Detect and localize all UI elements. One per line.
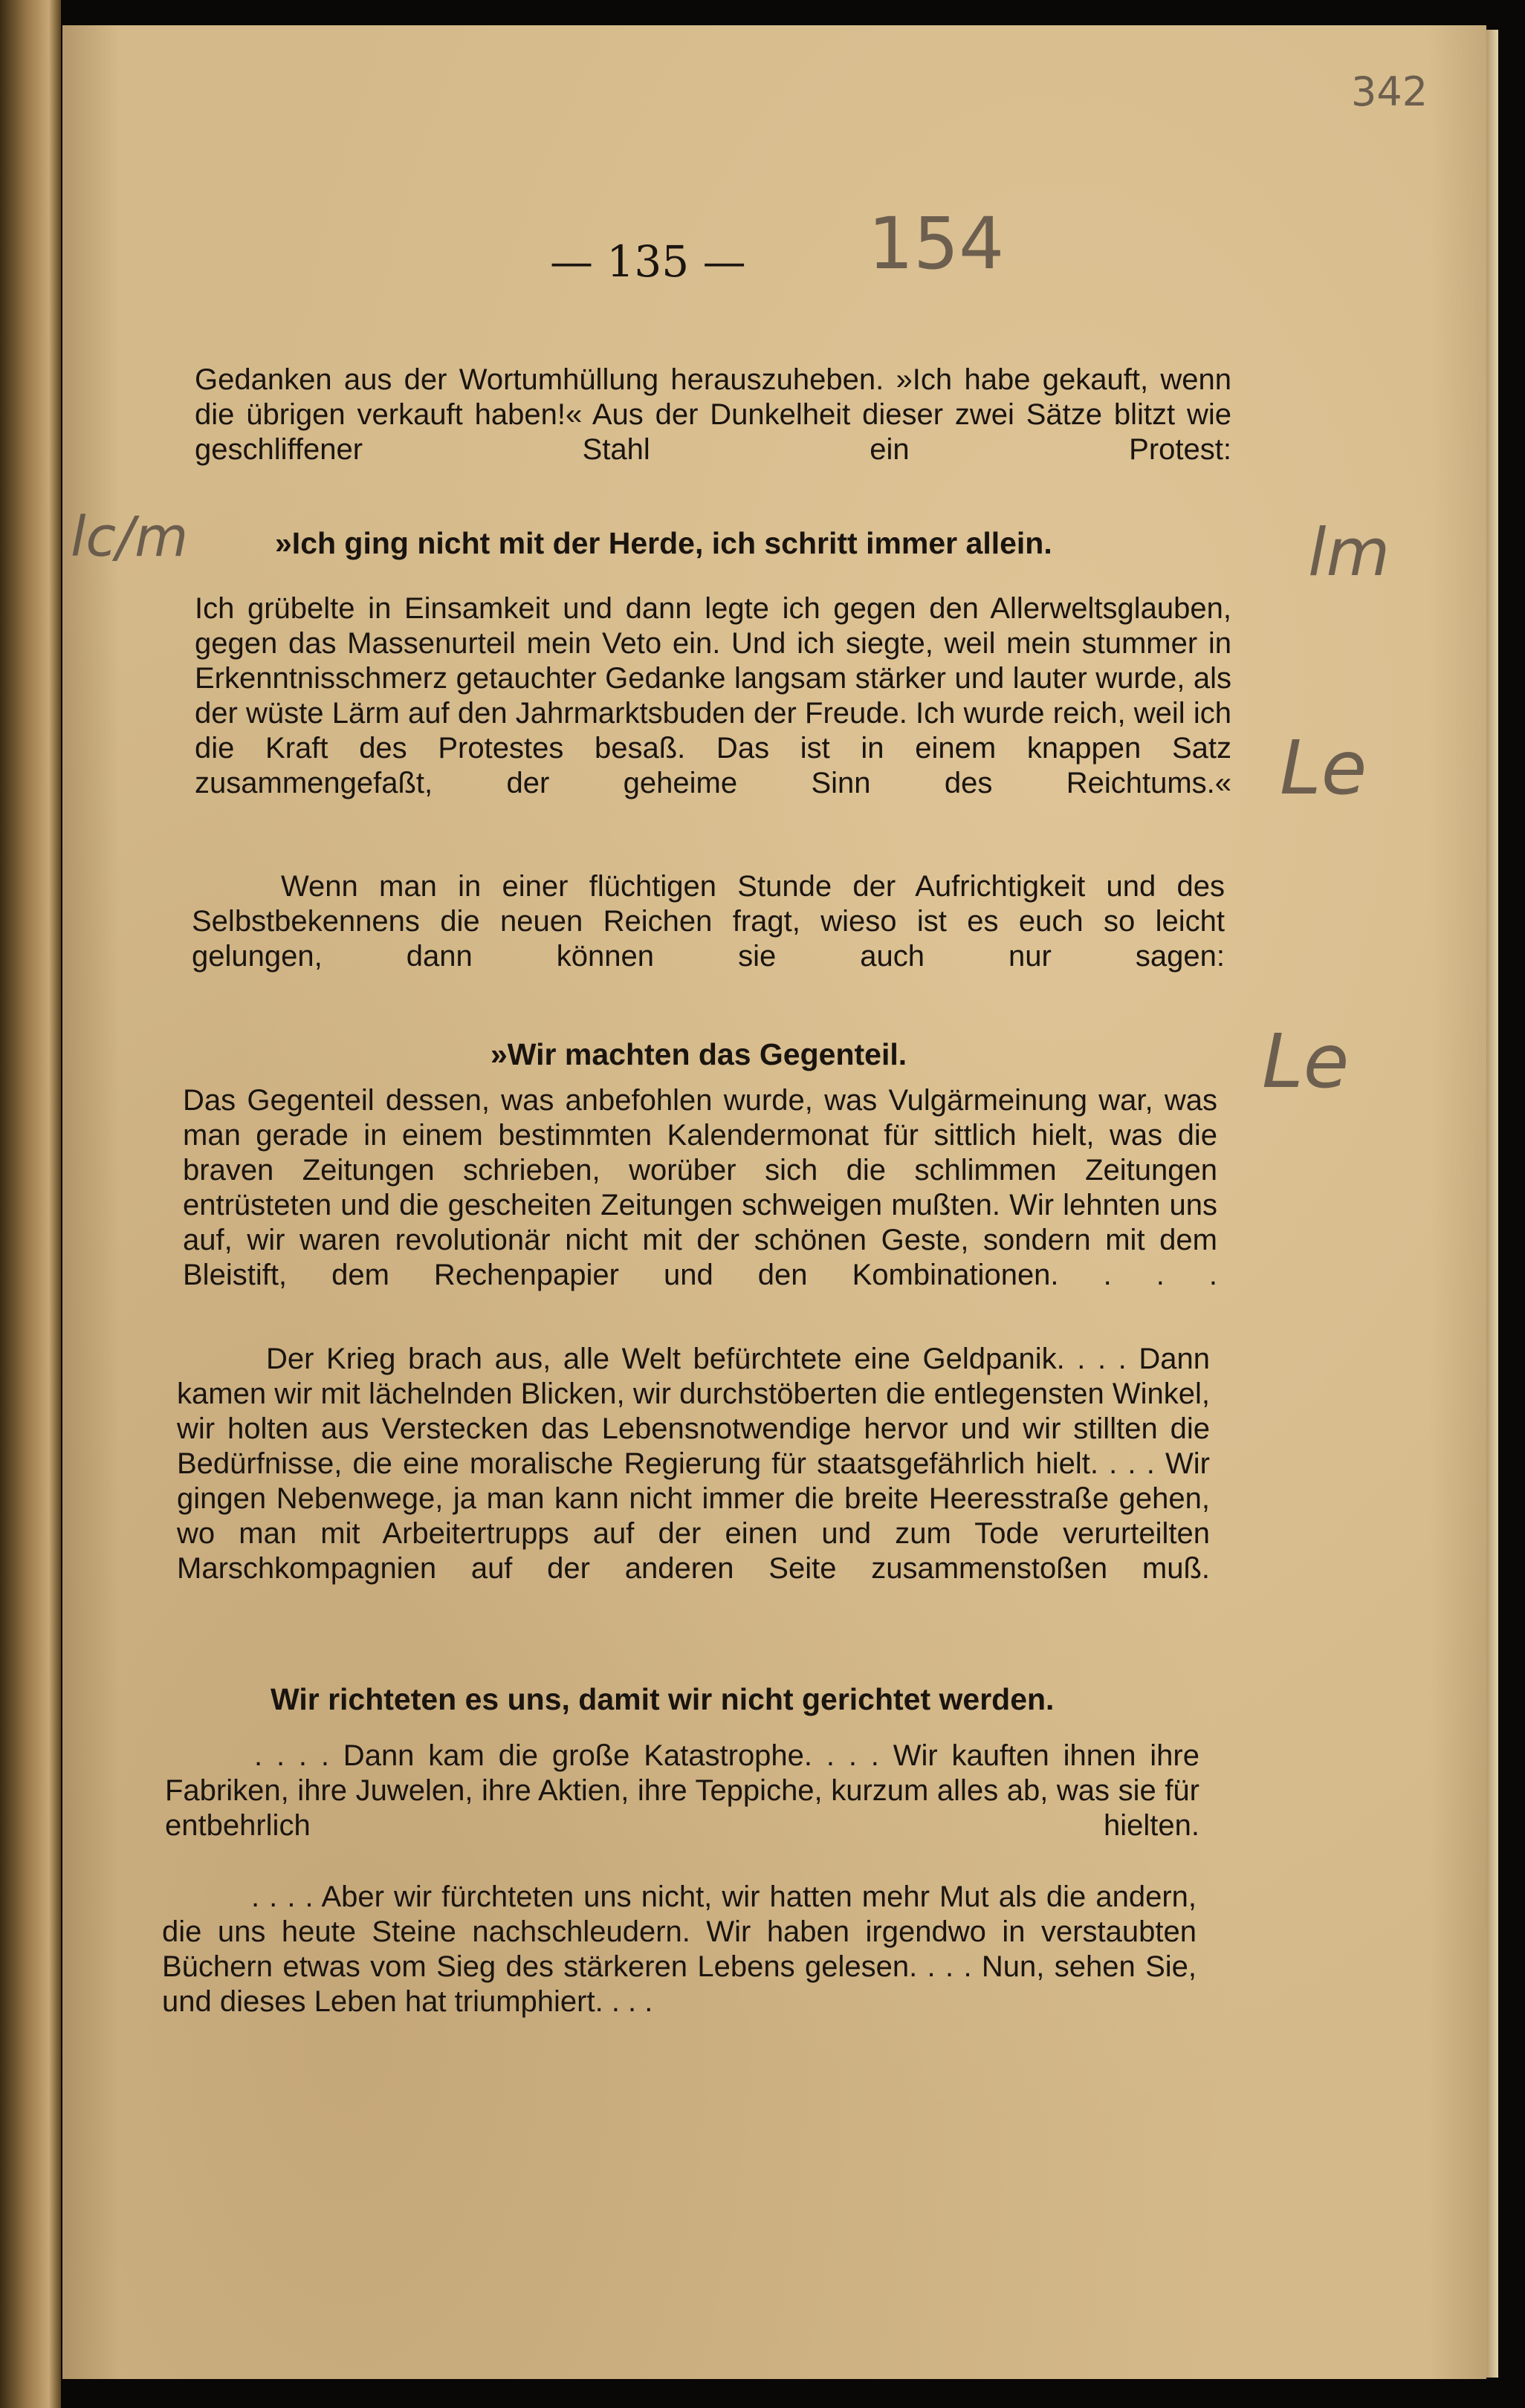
- margin-note-le-2: Le: [1262, 1018, 1350, 1105]
- handwritten-page-number: 154: [868, 202, 1005, 285]
- paragraph-4: Das Gegenteil dessen, was anbefohlen wurde, was Vulgärmeinung war, was man gerade in einem bestimmten Kalendermonat für sittlich hielt, was die braven Zeitungen schrieben, worüber sich die schlimmen Zeitungen entrüsteten und die gescheiten Zeitungen schweigen mußten. Wir lehnten uns auf, wir waren revolutionär nicht mit der schönen Geste, sondern mit dem Bleistift, dem Rechenpapier und den Kombinationen. . . .: [183, 1084, 1217, 1291]
- paragraph-2: Ich grübelte in Einsamkeit und dann legte ich gegen den Allerweltsglauben, gegen das Massenurteil mein Veto ein. Und ich siegte, weil mein stummer in Erkenntnisschmerz getauchter Gedanke langsam stärker und lauter wurde, als der wüste Lärm auf den Jahrmarktsbuden der Freude. Ich wurde reich, weil ich die Kraft des Protestes besaß. Das ist in einem knappen Satz zusammengefaßt, der geheime Sinn des Reichtums.«: [195, 592, 1231, 799]
- heading-1: »Ich ging nicht mit der Herde, ich schritt immer allein.: [275, 526, 1052, 560]
- archive-number: 342: [1351, 68, 1428, 115]
- margin-note-left: lc/m: [71, 505, 189, 569]
- margin-note-right: lm: [1308, 514, 1390, 591]
- paragraph-6: . . . . Dann kam die große Katastrophe. . . . Wir kauften ihnen ihre Fabriken, ihre Juwelen, ihre Aktien, ihre Teppiche, kurzum alles ab, was sie für entbehrlich hielten.: [165, 1739, 1199, 1842]
- heading-2: »Wir machten das Gegenteil.: [490, 1037, 907, 1071]
- page-right-edge: [1486, 30, 1498, 2378]
- paragraph-3: Wenn man in einer flüchtigen Stunde der Aufrichtigkeit und des Selbstbekennens die neuen Reichen fragt, wieso ist es euch so leicht gelungen, dann können sie auch nur sagen:: [192, 870, 1225, 973]
- margin-note-le-1: Le: [1280, 724, 1367, 811]
- heading-3: Wir richteten es uns, damit wir nicht gerichtet werden.: [271, 1682, 1055, 1716]
- book-spine-edge: [0, 0, 61, 2408]
- page-header: — 135 —: [550, 236, 746, 287]
- paragraph-7: . . . . Aber wir fürchteten uns nicht, wir hatten mehr Mut als die andern, die uns heute Steine nachschleudern. Wir haben irgendwo in verstaubten Büchern etwas vom Sieg des stärkeren Lebens gelesen. . . . Nun, sehen Sie, und dieses Leben hat triumphiert. . . .: [162, 1880, 1197, 2018]
- paragraph-1: Gedanken aus der Wortumhüllung herauszuheben. »Ich habe gekauft, wenn die übrigen verkauft haben!« Aus der Dunkelheit dieser zwei Sätze blitzt wie geschliffener Stahl ein Protest:: [195, 363, 1231, 466]
- paragraph-5: Der Krieg brach aus, alle Welt befürchtete eine Geldpanik. . . . Dann kamen wir mit lächelnden Blicken, wir durchstöberten die entlegensten Winkel, wir holten aus Verstecken das Lebensnotwendige hervor und wir stillten die Bedürfnisse, die eine moralische Regierung für staatsgefährlich hielt. . . . Wir gingen Nebenwege, ja man kann nicht immer die breite Heeresstraße gehen, wo man mit Arbeitertrupps auf der einen und zum Tode verurteilten Marschkompagnien auf der anderen Seite zusammenstoßen muß.: [177, 1343, 1210, 1585]
